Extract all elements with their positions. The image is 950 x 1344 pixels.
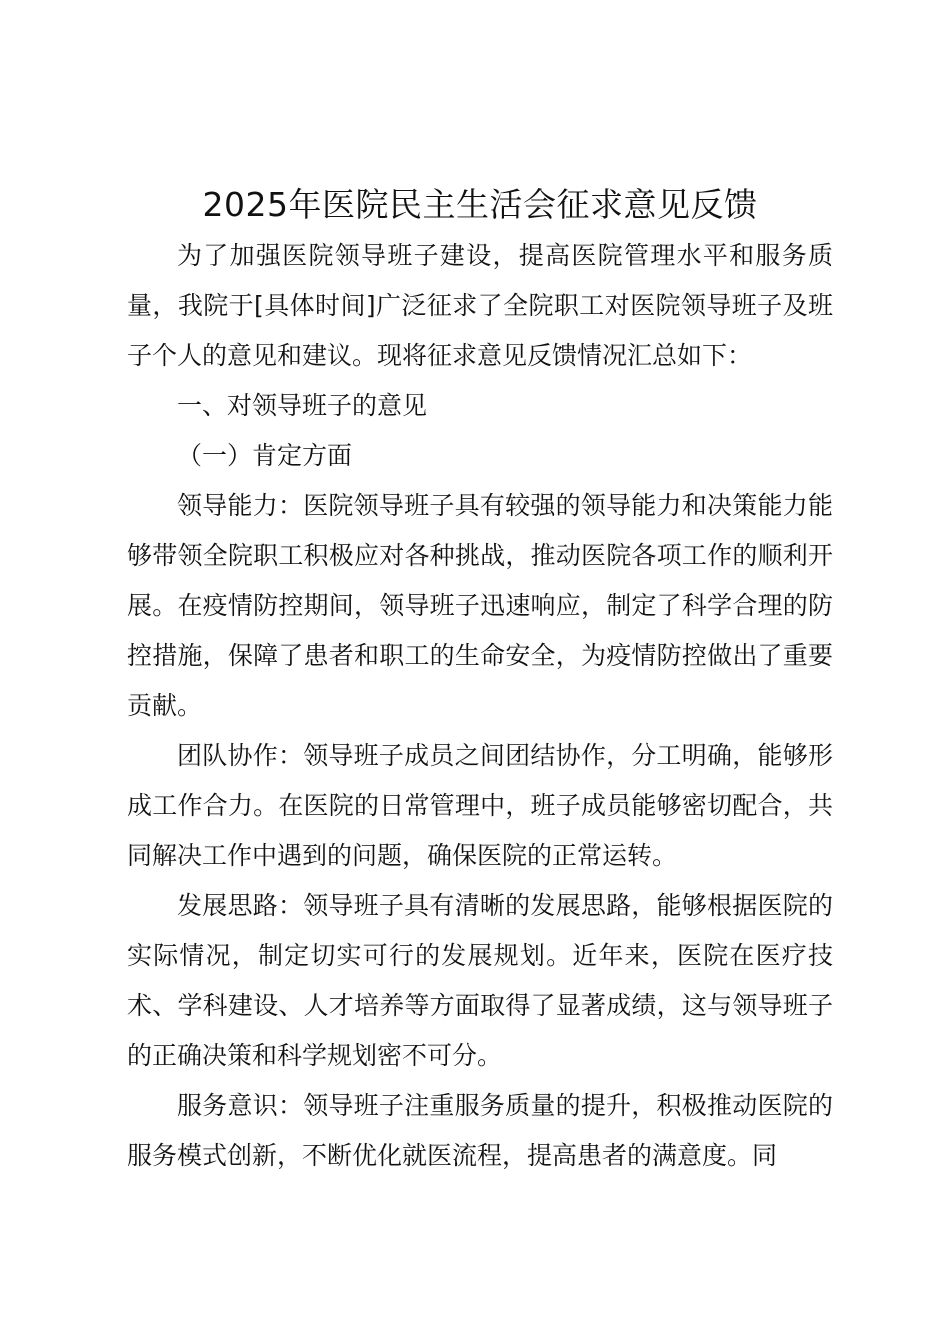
document-title: 2025年医院民主生活会征求意见反馈 [202, 185, 758, 224]
subsection-heading-1: （一）肯定方面 [177, 441, 353, 470]
document-page [127, 183, 833, 1181]
paragraph-service: 服务意识：领导班子注重服务质量的提升，积极推动医院的服务模式创新，不断优化就医流程，提高患者的满意度。同 [127, 1091, 833, 1170]
paragraph-development: 发展思路：领导班子具有清晰的发展思路，能够根据医院的实际情况，制定切实可行的发展规划。近年来，医院在医疗技术、学科建设、人才培养等方面取得了显著成绩，这与领导班子的正确决策和科学规划密不可分。 [127, 891, 833, 1070]
paragraph-teamwork: 团队协作：领导班子成员之间团结协作，分工明确，能够形成工作合力。在医院的日常管理中，班子成员能够密切配合，共同解决工作中遇到的问题，确保医院的正常运转。 [127, 741, 833, 870]
section-heading-1: 一、对领导班子的意见 [177, 391, 428, 420]
paragraph-intro: 为了加强医院领导班子建设，提高医院管理水平和服务质量，我院于[具体时间]广泛征求了全院职工对医院领导班子及班子个人的意见和建议。现将征求意见反馈情况汇总如下： [127, 241, 833, 370]
paragraph-leadership: 领导能力：医院领导班子具有较强的领导能力和决策能力能够带领全院职工积极应对各种挑战，推动医院各项工作的顺利开展。在疫情防控期间，领导班子迅速响应，制定了科学合理的防控措施，保障了患者和职工的生命安全，为疫情防控做出了重要贡献。 [127, 491, 833, 720]
